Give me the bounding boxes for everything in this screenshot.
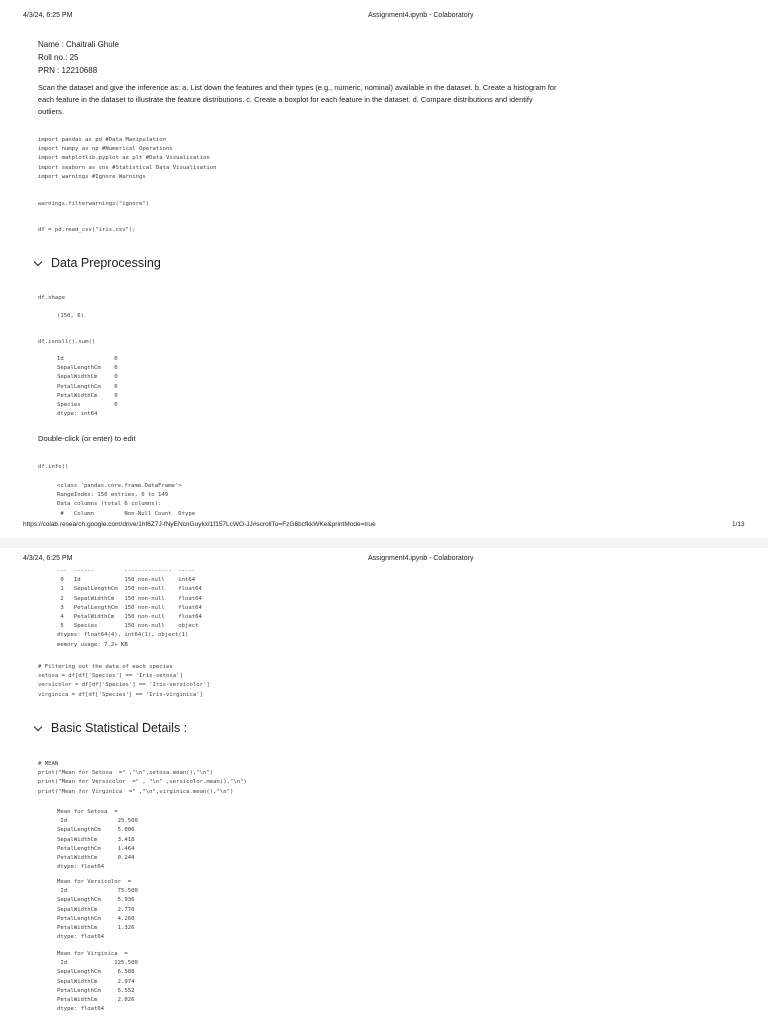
student-roll: Roll no.: 25 [38,53,79,62]
section-data-preprocessing[interactable] [35,256,161,270]
student-name: Name : Chaitrali Ghule [38,40,119,49]
student-prn: PRN : 12210688 [38,66,98,75]
chevron-down-icon[interactable] [34,722,42,730]
output-mean-setosa: Mean for Setosa = Id 25.500 SepalLengthCm 5.006 SepalWidthCm 3.418 PetalLengthCm 1.464 PetalWidthCm 0.244 dtype: float64 [57,809,138,871]
page1-footer [0,521,768,533]
code-cell-isnull[interactable]: df.isnull().sum() [38,339,96,345]
student-info [38,38,119,77]
page1-header [0,12,768,26]
text-cell-edit-hint[interactable]: Double-click (or enter) to edit [38,434,136,443]
section-basic-statistics[interactable] [35,721,187,735]
output-mean-versicolor: Mean for Versicolor = Id 75.500 SepalLengthCm 5.936 SepalWidthCm 2.770 PetalLengthCm 4.260 PetalWidthCm 1.326 dtype: float64 [57,879,138,941]
chevron-down-icon[interactable] [34,257,42,265]
print-title: Assignment4.ipynb - Colaboratory [368,12,474,19]
output-info-part2: --- ------ -------------- ----- 0 Id 150 non-null int64 1 SepalLengthCm 150 non-null float64 2 SepalWidthCm 150 non-null float64 3 PetalLengthCm 150 non-null float64 4 PetalWidthCm 150 non-null float64 5 Species 150 non-null object dtypes: float64(4), int64(1), object(1) memory usage: 7.2+ KB [57,568,202,648]
print-date: 4/3/24, 6:25 PM [23,12,73,19]
code-cell-read-csv[interactable]: df = pd.read_csv("iris.csv"); [38,227,136,233]
code-cell-mean[interactable]: # MEAN print("Mean for Setosa =" ,"\n",setosa.mean(),"\n") print("Mean for Versicolor =" , "\n" ,versicolor.mean(),"\n") print("Mean for Virginica =" ,"\n",virginica.mean(),"\n") [38,761,247,795]
page-number: 1/13 [732,521,745,528]
output-shape: (150, 6) [57,313,84,319]
section-title: Data Preprocessing [51,256,161,270]
print-title: Assignment4.ipynb - Colaboratory [368,555,474,562]
section-title: Basic Statistical Details : [51,721,188,735]
code-cell-filterwarnings[interactable]: warnings.filterwarnings("ignore") [38,201,150,207]
output-isnull: Id 0 SepalLengthCm 0 SepalWidthCm 0 PetalLengthCm 0 PetalWidthCm 0 Species 0 dtype: int64 [57,356,118,418]
code-cell-shape[interactable]: df.shape [38,295,65,301]
assignment-instructions: Scan the dataset and give the inference as: a. List down the features and their types (e.g., numeric, nominal) available in the dataset. b. Create a histogram for each feature in the dataset to illustrate the feature distributions. c. Create a boxplot for each feature in the dataset. d. Compare distributions and identify outliers. [38,83,557,116]
output-info-part1: <class 'pandas.core.frame.DataFrame'> RangeIndex: 150 entries, 0 to 149 Data columns (total 6 columns): # Column Non-Null Count Dtype [57,483,196,517]
page-break [0,538,768,548]
output-mean-virginica: Mean for Virginica = Id 125.500 SepalLengthCm 6.588 SepalWidthCm 2.974 PetalLengthCm 5.552 PetalWidthCm 2.026 dtype: float64 [57,951,138,1013]
code-cell-imports[interactable]: import pandas as pd #Data Manipulation import numpy as np #Numerical Operations import matplotlib.pyplot as plt #Data Visualisation import seaborn as sns #Statistical Data Visualisation import warnings #Ignore Warnings [38,137,217,180]
code-cell-filter-species[interactable]: # Filtering out the data of each species setosa = df[df['Species'] == 'Iris-setosa'] versicolor = df[df['Species'] == 'Iris-versicolor'] virginica = df[df['Species'] == 'Iris-virginica'] [38,664,210,698]
print-date: 4/3/24, 6:25 PM [23,555,73,562]
footer-url: https://colab.research.google.com/drive/1hf6Z7J-fNyENcnGuykxI1f157LcWO-JJ#scrollTo=FzG6bcfkkWKe&printMode=true [23,521,376,528]
code-cell-info[interactable]: df.info() [38,464,69,470]
